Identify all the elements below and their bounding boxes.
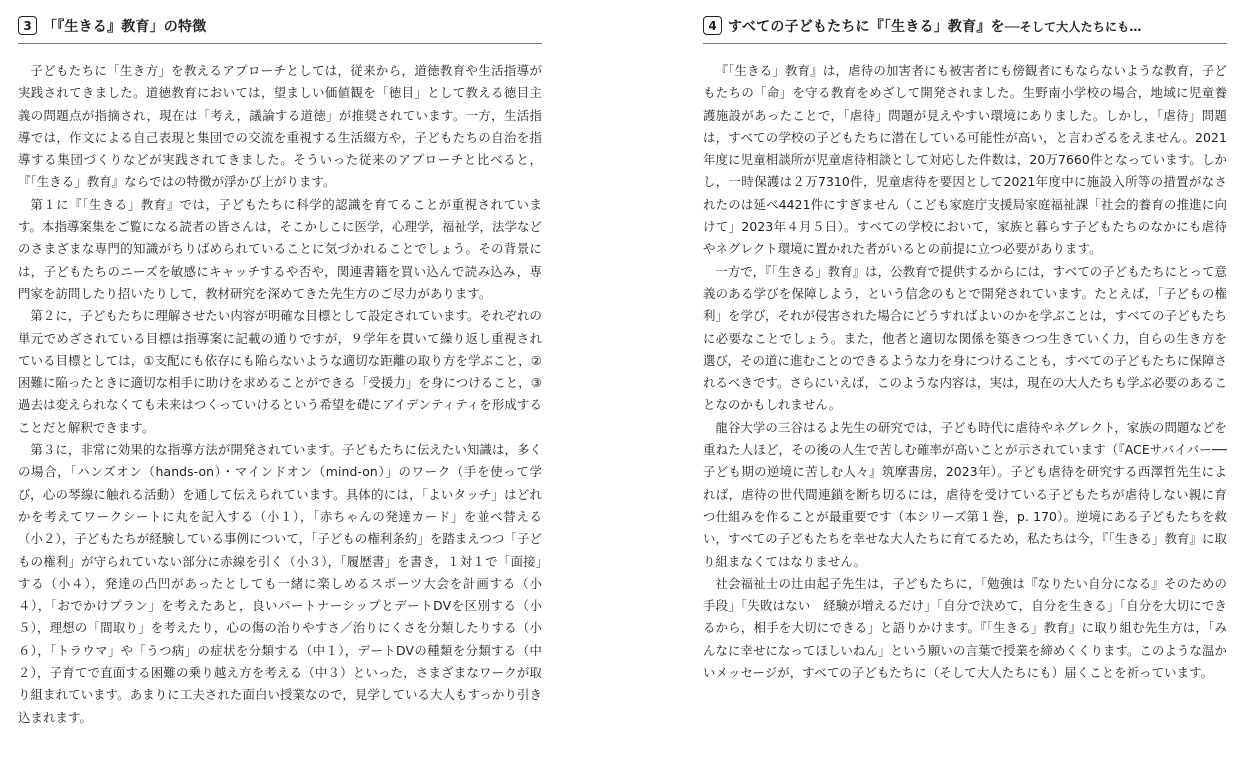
section-title — [728, 16, 1142, 36]
section-4 — [703, 14, 1227, 684]
paragraph: 『「生きる」教育』は，虐待の加害者にも被害者にも傍観者にもならないような教育，子どもたちの「命」を守る教育をめざして開発されました。生野南小学校の場合，地域に児童養護施設があったことで，「虐待」問題が見えやすい環境にありました。しかし，「虐待」問題は，すべての学校の子どもたちに潜在している可能性が高い，と言わざるをえません。2021年度に児童相談所が児童虐待相談として対応した件数は，20万7660件となっています。しかし，一時保護は２万7310件，児童虐待を要因として2021年度中に施設入所等の措置がなされたのは延べ4421件にすぎません（こども家庭庁支援局家庭福祉課「社会的養育の推進に向けて」2023年４月５日）。すべての学校において，家族と暮らす子どもたちのなかにも虐待やネグレクト環境に置かれた者がいるとの前提に立つ必要があります。 — [703, 63, 1227, 257]
paragraph: 子どもたちに「生き方」を教えるアプローチとしては，従来から，道徳教育や生活指導が実践されてきました。道徳教育においては，望ましい価値観を「徳目」として教える徳目主義の問題点が指摘され，現在は「考え，議論する道徳」が推奨されています。一方，生活指導では，作文による自己表現と集団での交流を重視する生活綴方や，子どもたちの自治を指導する集団づくりなどが実践されてきました。そういった従来のアプローチと比べると，『「生きる」教育』ならではの特徴が浮かび上がります。 — [18, 63, 542, 190]
section-3-heading — [18, 14, 542, 44]
section-number-badge: 3 — [18, 16, 37, 35]
section-title-main: すべての子どもたちに『「生きる」教育』を — [728, 18, 1005, 35]
paragraph: 第１に『「生きる」教育』では，子どもたちに科学的認識を育てることが重視されています。本指導案集をご覧になる読者の皆さんは，そこかしこに医学，心理学，福祉学，法学などのさまざまな専門的知識がちりばめられていることに気づかれることでしょう。その背景には，子どもたちのニーズを敏感にキャッチするや否や，関連書籍を買い込んで読み込み，専門家を訪問したり招いたりして，教材研究を深めてきた先生方のご尽力があります。 — [18, 196, 542, 301]
section-title: 「『生きる』教育」の特徴 — [43, 18, 207, 35]
section-4-heading — [703, 14, 1227, 44]
section-subtitle: ──そして大人たちにも… — [1004, 19, 1142, 34]
section-3 — [18, 14, 542, 729]
paragraph: 第３に，非常に効果的な指導方法が開発されています。子どもたちに伝えたい知識は，多くの場合，「ハンズオン（hands-on）・マインドオン（mind-on）」のワーク（手を使って学び，心の琴線に触れる活動）を通して伝えられています。具体的には，「よいタッチ」はどれかを考えてワークシートに丸を記入する（小１），「赤ちゃんの発達カード」を並べ替える（小２），子どもたちが経験している事例について，「子どもの権利条約」を踏まえつつ「子どもの権利」が守られていない部分に赤線を引く（小３），「履歴書」を書き，１対１で「面接」する（小４），発達の凸凹があったとしても一緒に楽しめるスポーツ大会を計画する（小４），「おでかけプラン」を考えたあと，良いパートナーシップとデートDVを区別する（小５），理想の「間取り」を考えたり，心の傷の治りやすさ／治りにくさを分類したりする（小６），「トラウマ」や「うつ病」の症状を分類する（中１），デートDVの種類を分類する（中２），子育てで直面する困難の乗り越え方を考える（中３）といった，さまざまなワークが取り組まれています。あまりに工夫された面白い授業なので，見学している大人もすっかり引き込まれます。 — [18, 442, 542, 725]
paragraph: 龍谷大学の三谷はるよ先生の研究では，子ども時代に虐待やネグレクト，家族の問題などを重ねた人ほど，その後の人生で苦しむ確率が高いことが示されています（『ACEサバイバー──子ども期の逆境に苦しむ人々』筑摩書房，2023年）。子ども虐待を研究する西澤哲先生によれば，虐待の世代間連鎖を断ち切るには，虐待を受けている子どもたちが虐待しない親に育つ仕組みを作ることが最重要です（本シリーズ第１巻，p. 170）。逆境にある子どもたちを救い，すべての子どもたちを幸せな大人たちに育てるため，私たちは今，『「生きる」教育』に取り組まなくてはなりません。 — [703, 419, 1227, 569]
paragraph: 社会福祉士の辻由起子先生は，子どもたちに，「勉強は『なりたい自分になる』そのための手段」「失敗はない 経験が増えるだけ」「自分で決めて，自分を生きる」「自分を大切にできるから，相手を大切にできる」と語りかけます。『「生きる」教育』に取り組む先生方は，「みんなに幸せになってほしいねん」という願いの言葉で授業を締めくくります。このような温かいメッセージが，すべての子どもたちに（そして大人たちにも）届くことを祈っています。 — [703, 575, 1227, 681]
paragraph: 一方で，『「生きる」教育』は，公教育で提供するからには，すべての子どもたちにとって意義のある学びを保障しよう，という信念のもとで開発されています。たとえば，「子どもの権利」を学び，それが侵害された場合にどうすればよいのかを学ぶことは，すべての子どもたちに必要なことでしょう。また，他者と適切な関係を築きつつ生きていく力，自らの生き方を選び，その道に進むことのできるような力を身につけることも，すべての子どもたちに保障されるべきです。さらにいえば，このような内容は，実は，現在の大人たちも学ぶ必要のあることなのかもしれません。 — [703, 263, 1227, 413]
paragraph: 第２に，子どもたちに理解させたい内容が明確な目標として設定されています。それぞれの単元でめざされている目標は指導案に記載の通りですが，９学年を貫いて繰り返し重視されている目標としては，①支配にも依存にも陥らないような適切な距離の取り方を学ぶこと，②困難に陥ったときに適切な相手に助けを求めることができる「受援力」を身につけること，③過去は変えられなくても未来はつくっていけるという希望を礎にアイデンティティを形成することだと解釈できます。 — [18, 308, 542, 435]
section-number-badge: 4 — [703, 16, 722, 35]
